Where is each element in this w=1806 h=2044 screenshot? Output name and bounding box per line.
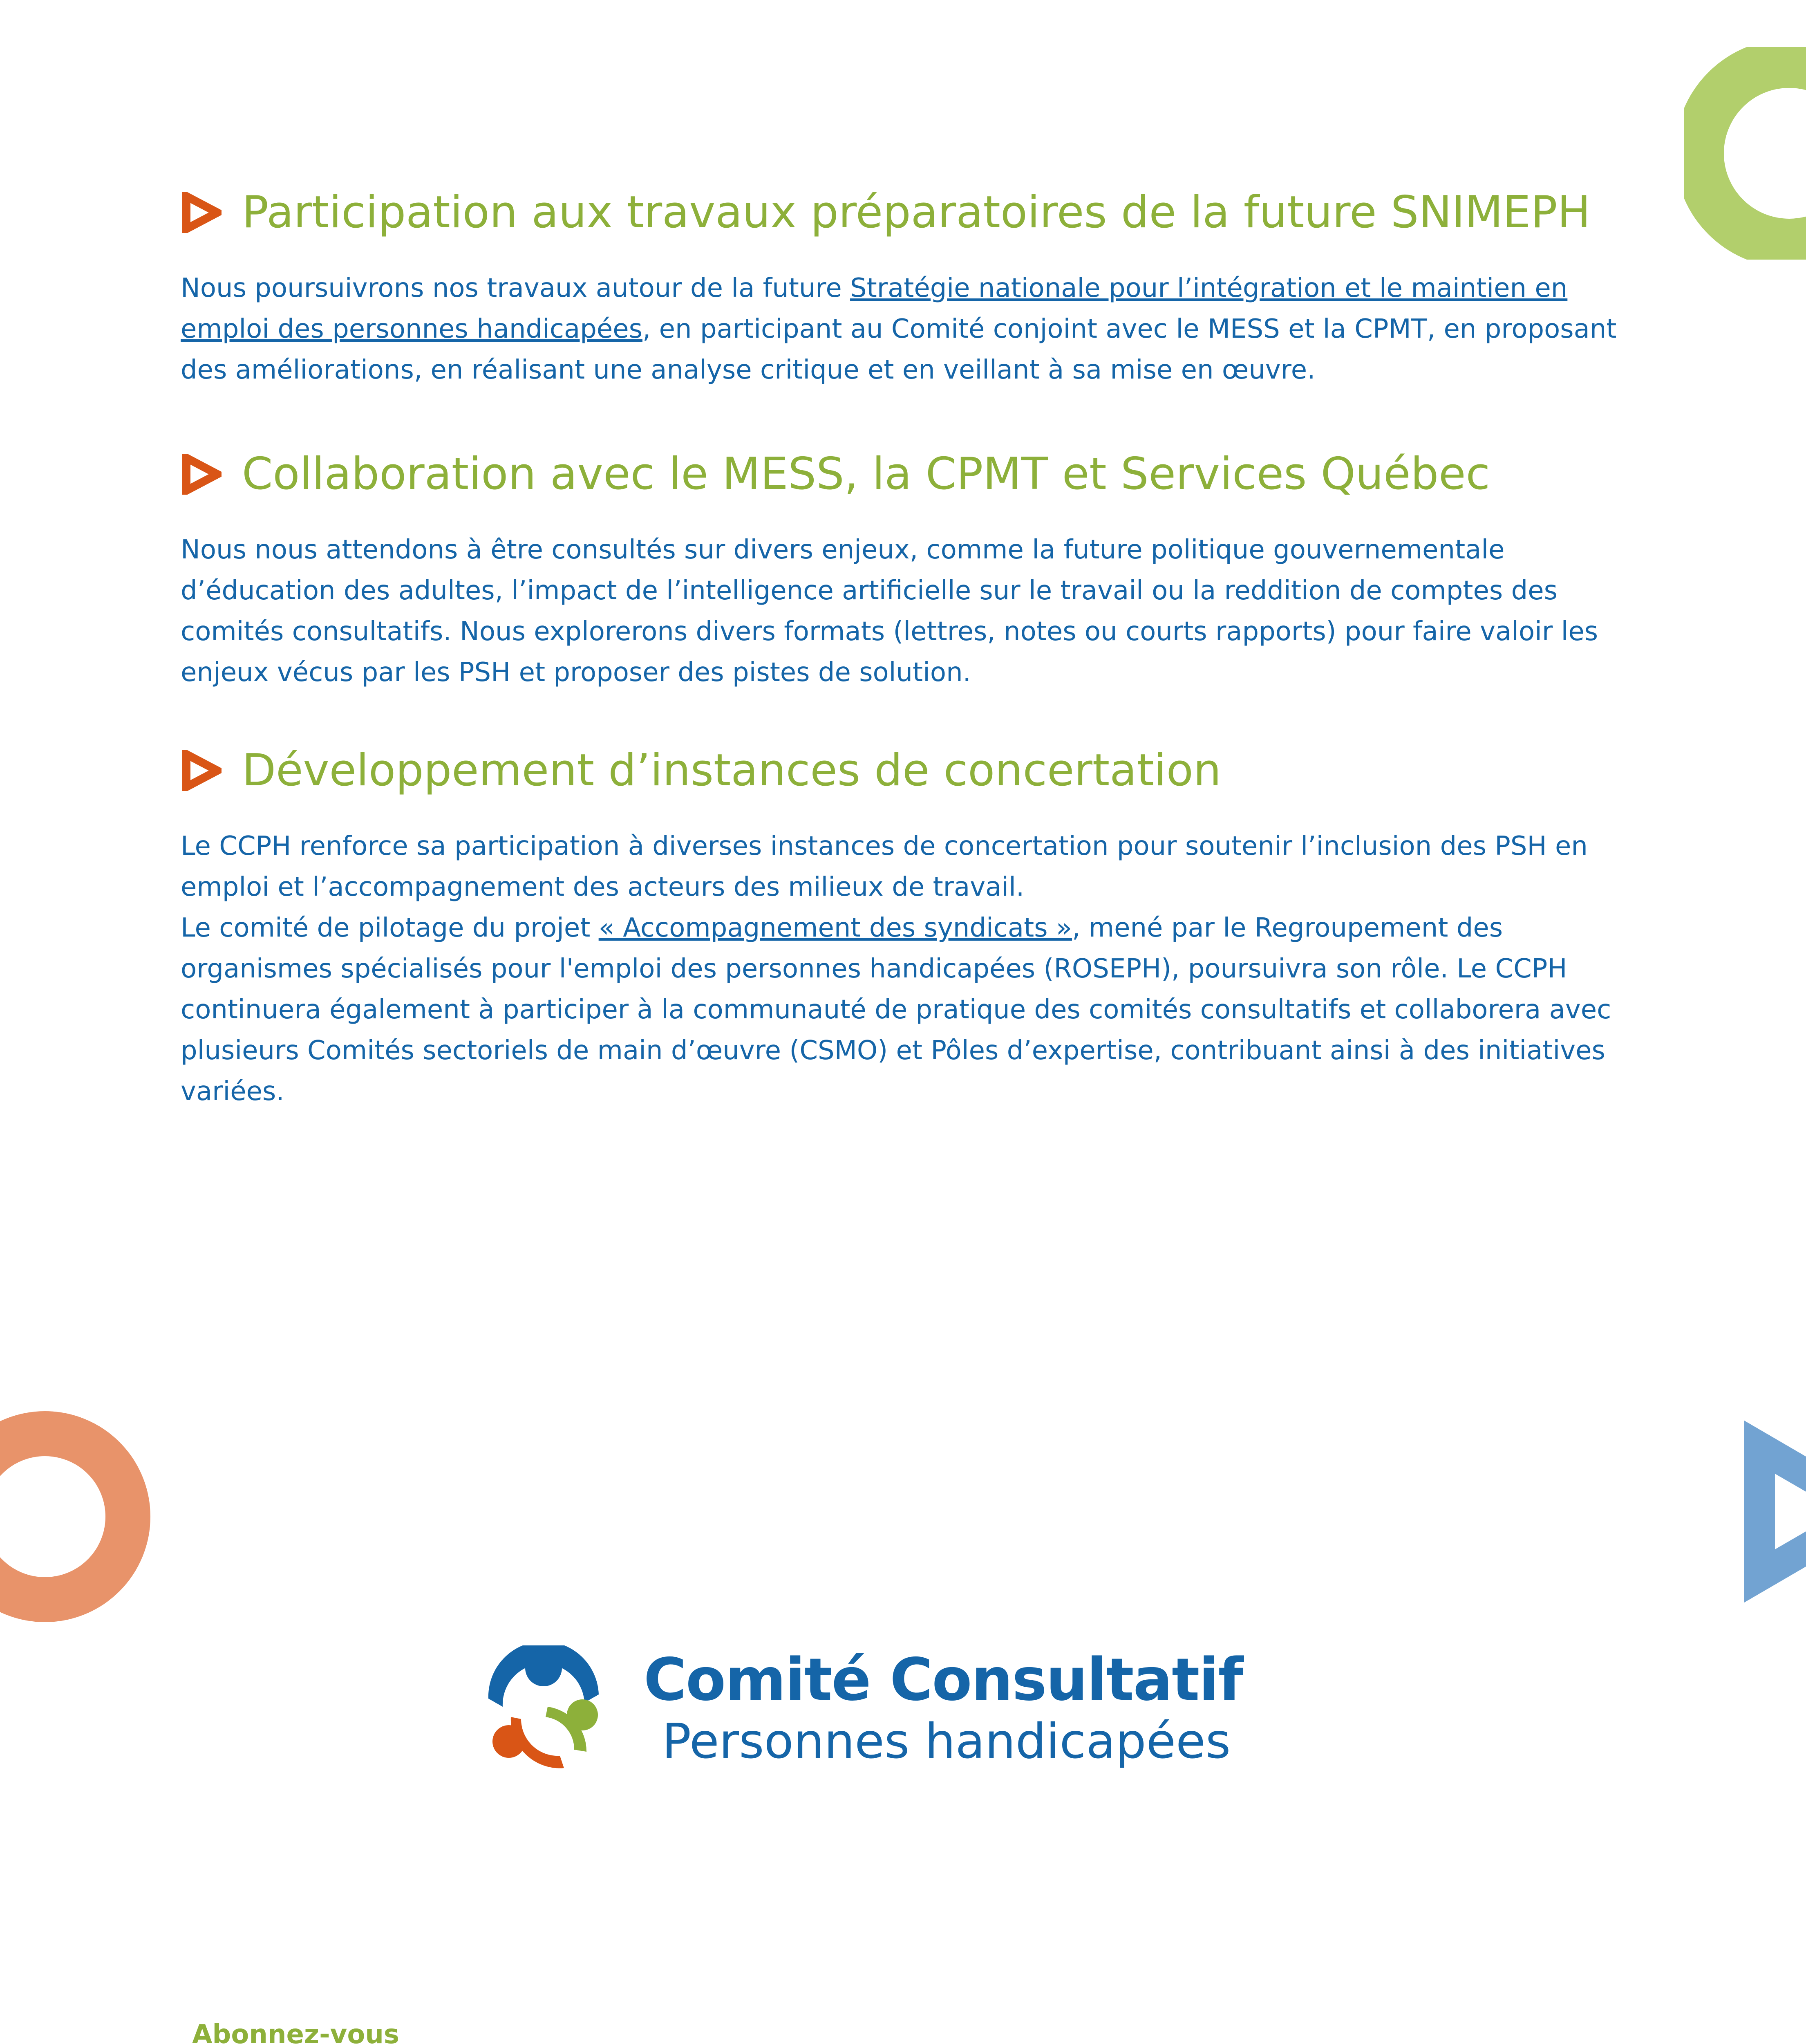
green-ring-decoration	[1684, 47, 1806, 260]
section-concertation	[181, 744, 1636, 1112]
ccph-logo	[482, 1639, 1243, 1778]
logo-name: Comité Consultatif	[644, 1645, 1243, 1714]
logo-mark-icon	[482, 1645, 605, 1776]
body-text: Le comité de pilotage du projet	[181, 912, 599, 943]
section-title: Participation aux travaux préparatoires de la future SNIMEPH	[242, 187, 1591, 238]
section-body	[181, 826, 1636, 1112]
section-title: Collaboration avec le MESS, la CPMT et Services Québec	[242, 448, 1490, 500]
body-text: Nous nous attendons à être consultés sur divers enjeux, comme la future politique gouvernementale d’éducation des adultes, l’impact de l’intelligence artificielle sur le travail ou la reddition de comptes des comités consultatifs. Nous explorerons divers formats (lettres, notes ou courts rapports) pour faire valoir les enjeux vécus par les PSH et proposer des pistes de solution.	[181, 534, 1598, 688]
section-heading	[181, 448, 1636, 501]
accompagnement-syndicats-link[interactable]: « Accompagnement des syndicats »	[598, 912, 1072, 943]
body-text: , en participant au Comité conjoint avec le MESS et la CPMT, en proposant des améliorations, en réalisant une analyse critique et en veillant à sa mise en œuvre.	[181, 314, 1617, 385]
section-body	[181, 529, 1636, 693]
play-triangle-icon	[181, 192, 222, 233]
body-text: , mené par le Regroupement des organismes spécialisés pour l'emploi des personnes handicapées (ROSEPH), poursuivra son rôle. Le CCPH continuera également à participer à la communauté de pratique des comités consultatifs et collaborera avec plusieurs Comités sectoriels de main d’œuvre (CSMO) et Pôles d’expertise, contribuant ainsi à des initiatives variées.	[181, 912, 1611, 1107]
section-title: Développement d’instances de concertation	[242, 745, 1222, 796]
blue-triangle-decoration	[1744, 1421, 1806, 1602]
body-text: Nous poursuivrons nos travaux autour de la future	[181, 273, 850, 303]
play-triangle-icon	[181, 454, 222, 495]
body-text: Le CCPH renforce sa participation à diverses instances de concertation pour soutenir l’inclusion des PSH en emploi et l’accompagnement des acteurs des milieux de travail.	[181, 831, 1588, 902]
section-body	[181, 268, 1636, 390]
section-collaboration	[181, 448, 1636, 693]
section-snimeph	[181, 186, 1636, 390]
newsletter-line-1: Abonnez-vous	[192, 2019, 399, 2044]
logo-subtitle: Personnes handicapées	[662, 1713, 1231, 1769]
section-heading	[181, 744, 1636, 797]
section-heading	[181, 186, 1636, 239]
snimeph-strategy-link[interactable]: Stratégie nationale pour l’intégration et le maintien en emploi des personnes handicapées	[181, 273, 1568, 344]
salmon-ring-decoration	[0, 1410, 151, 1623]
play-triangle-icon	[181, 750, 222, 791]
newsletter-label	[192, 2013, 467, 2044]
